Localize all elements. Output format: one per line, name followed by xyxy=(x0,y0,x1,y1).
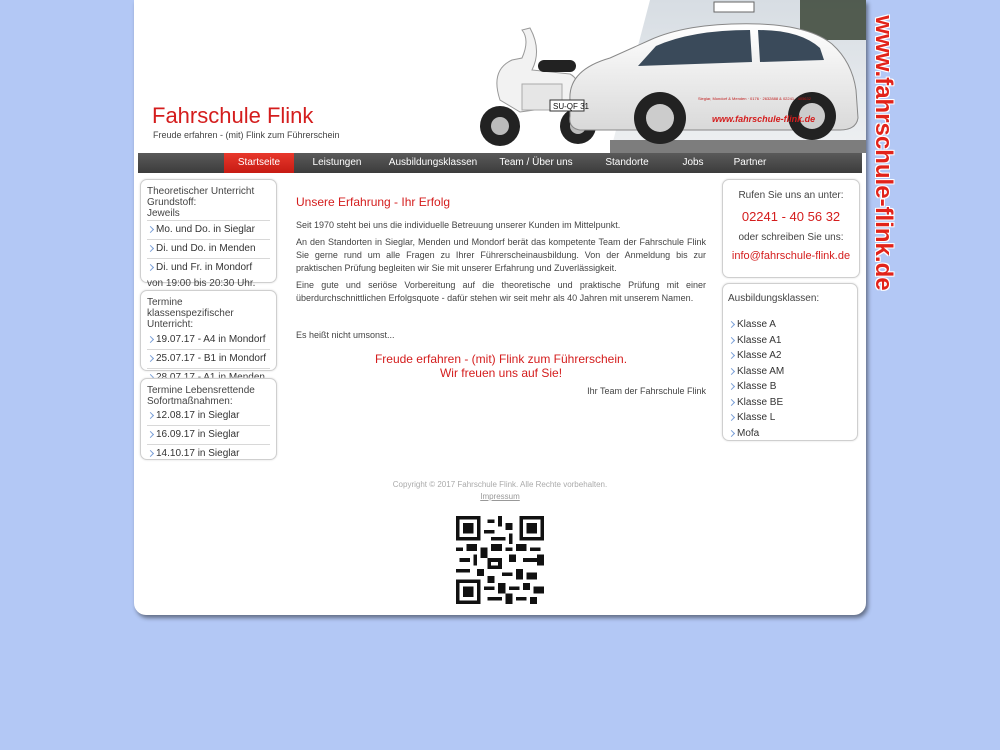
class-link-mofa[interactable]: Mofa xyxy=(728,426,857,442)
side-url-banner xyxy=(868,8,898,298)
impressum-wrap xyxy=(134,492,866,501)
locations-paragraph: An den Standorten in Sieglar, Menden und Mondorf berät das kompetente Team der Fahrschule Flink Sie gerne rund um alle Fragen zu Ihrer Führerscheinausbildung. Von der Anmeldung bis zur praktischen Prüfung begleiten wir Sie mit unserer Erfahrung und Zuverlässigkeit. xyxy=(296,237,706,273)
class-date-item: 25.07.17 - B1 in Mondorf xyxy=(147,351,276,367)
nav-jobs[interactable]: Jobs xyxy=(682,157,704,168)
divider xyxy=(147,368,270,369)
first-aid-date-item: 14.10.17 in Sieglar xyxy=(147,446,276,462)
theory-item: Mo. und Do. in Sieglar xyxy=(147,222,276,238)
divider xyxy=(147,258,270,259)
first-aid-box xyxy=(140,378,277,460)
email-link[interactable]: info@fahrschule-flink.de xyxy=(731,250,851,262)
site-title[interactable]: Fahrschule Flink xyxy=(152,103,314,128)
nav-leistungen[interactable]: Leistungen xyxy=(312,157,362,168)
theory-time: von 19:00 bis 20:30 Uhr. xyxy=(147,278,256,289)
main-content xyxy=(296,195,706,396)
class-link-am[interactable]: Klasse AM xyxy=(728,364,857,380)
call-label: Rufen Sie uns an unter: xyxy=(738,190,844,201)
class-link-a[interactable]: Klasse A xyxy=(728,317,857,333)
phone-number[interactable]: 02241 - 40 56 32 xyxy=(741,209,841,224)
theory-sub: Jeweils xyxy=(147,208,180,219)
nav-partner[interactable]: Partner xyxy=(733,157,767,168)
class-link-a2[interactable]: Klasse A2 xyxy=(728,348,857,364)
qr-code xyxy=(456,516,544,604)
theory-box xyxy=(140,179,277,289)
impressum-link[interactable]: Impressum xyxy=(480,492,520,501)
first-aid-title: Termine Lebensrettende Sofortmaßnahmen: xyxy=(147,385,255,407)
header xyxy=(134,0,866,153)
copyright-text: Copyright © 2017 Fahrschule Flink. Alle Rechte vorbehalten. xyxy=(392,480,608,489)
divider xyxy=(147,220,270,221)
class-link-b[interactable]: Klasse B xyxy=(728,379,857,395)
hero-car-image xyxy=(460,0,866,153)
divider xyxy=(147,239,270,240)
theory-item: Di. und Do. in Menden xyxy=(147,241,276,257)
class-specific-box xyxy=(140,290,277,371)
intro-paragraph: Seit 1970 steht bei uns die individuelle Betreuung unserer Kunden im Mittelpunkt. xyxy=(296,220,621,230)
slogan-line-1: Freude erfahren - (mit) Flink zum Führerschein. xyxy=(374,352,628,366)
divider xyxy=(147,444,270,445)
nav-team[interactable]: Team / Über uns xyxy=(499,157,573,168)
class-link-l[interactable]: Klasse L xyxy=(728,410,857,426)
classes-title: Ausbildungsklassen: xyxy=(728,293,820,304)
nav-standorte[interactable]: Standorte xyxy=(605,157,649,168)
first-aid-date-item: 12.08.17 in Sieglar xyxy=(147,408,276,424)
class-link-a1[interactable]: Klasse A1 xyxy=(728,333,857,349)
car-side-small-text: Sieglar, Mondorf & Menden · 0176 · 2632888 & 02241 · 405632 xyxy=(698,96,811,101)
teaser-text: Es heißt nicht umsonst... xyxy=(296,330,395,340)
contact-box xyxy=(722,179,860,278)
car-url-text: www.fahrschule-flink.de xyxy=(712,114,816,124)
write-label: oder schreiben Sie uns: xyxy=(738,232,844,243)
car-plate-text: SU-QF 31 xyxy=(553,102,590,111)
site-subtitle: Freude erfahren - (mit) Flink zum Führerschein xyxy=(153,130,340,140)
classes-box xyxy=(722,283,858,441)
main-navigation xyxy=(138,153,862,173)
side-url-text: www.fahrschule-flink.de xyxy=(870,15,897,291)
divider xyxy=(147,349,270,350)
nav-startseite[interactable]: Startseite xyxy=(224,153,294,173)
slogan-line-2: Wir freuen uns auf Sie! xyxy=(439,366,563,380)
nav-ausbildungsklassen[interactable]: Ausbildungsklassen xyxy=(388,157,478,168)
class-date-item: 19.07.17 - A4 in Mondorf xyxy=(147,332,276,348)
signature: Ihr Team der Fahrschule Flink xyxy=(587,386,706,396)
main-heading: Unsere Erfahrung - Ihr Erfolg xyxy=(296,195,451,209)
theory-title: Theoretischer Unterricht Grundstoff: xyxy=(147,186,255,208)
theory-item: Di. und Fr. in Mondorf xyxy=(147,260,276,276)
divider xyxy=(147,425,270,426)
page-container xyxy=(134,0,866,615)
first-aid-date-item: 16.09.17 in Sieglar xyxy=(147,427,276,443)
preparation-paragraph: Eine gute und seriöse Vorbereitung auf die theoretische und praktische Prüfung mit einer überdurchschnittlichen Erfolgsquote - dafür stehen wir seit mehr als 40 Jahren mit unserem Namen. xyxy=(296,280,706,303)
class-link-be[interactable]: Klasse BE xyxy=(728,395,857,411)
class-specific-title: Termine klassenspezifischer Unterricht: xyxy=(147,297,234,330)
